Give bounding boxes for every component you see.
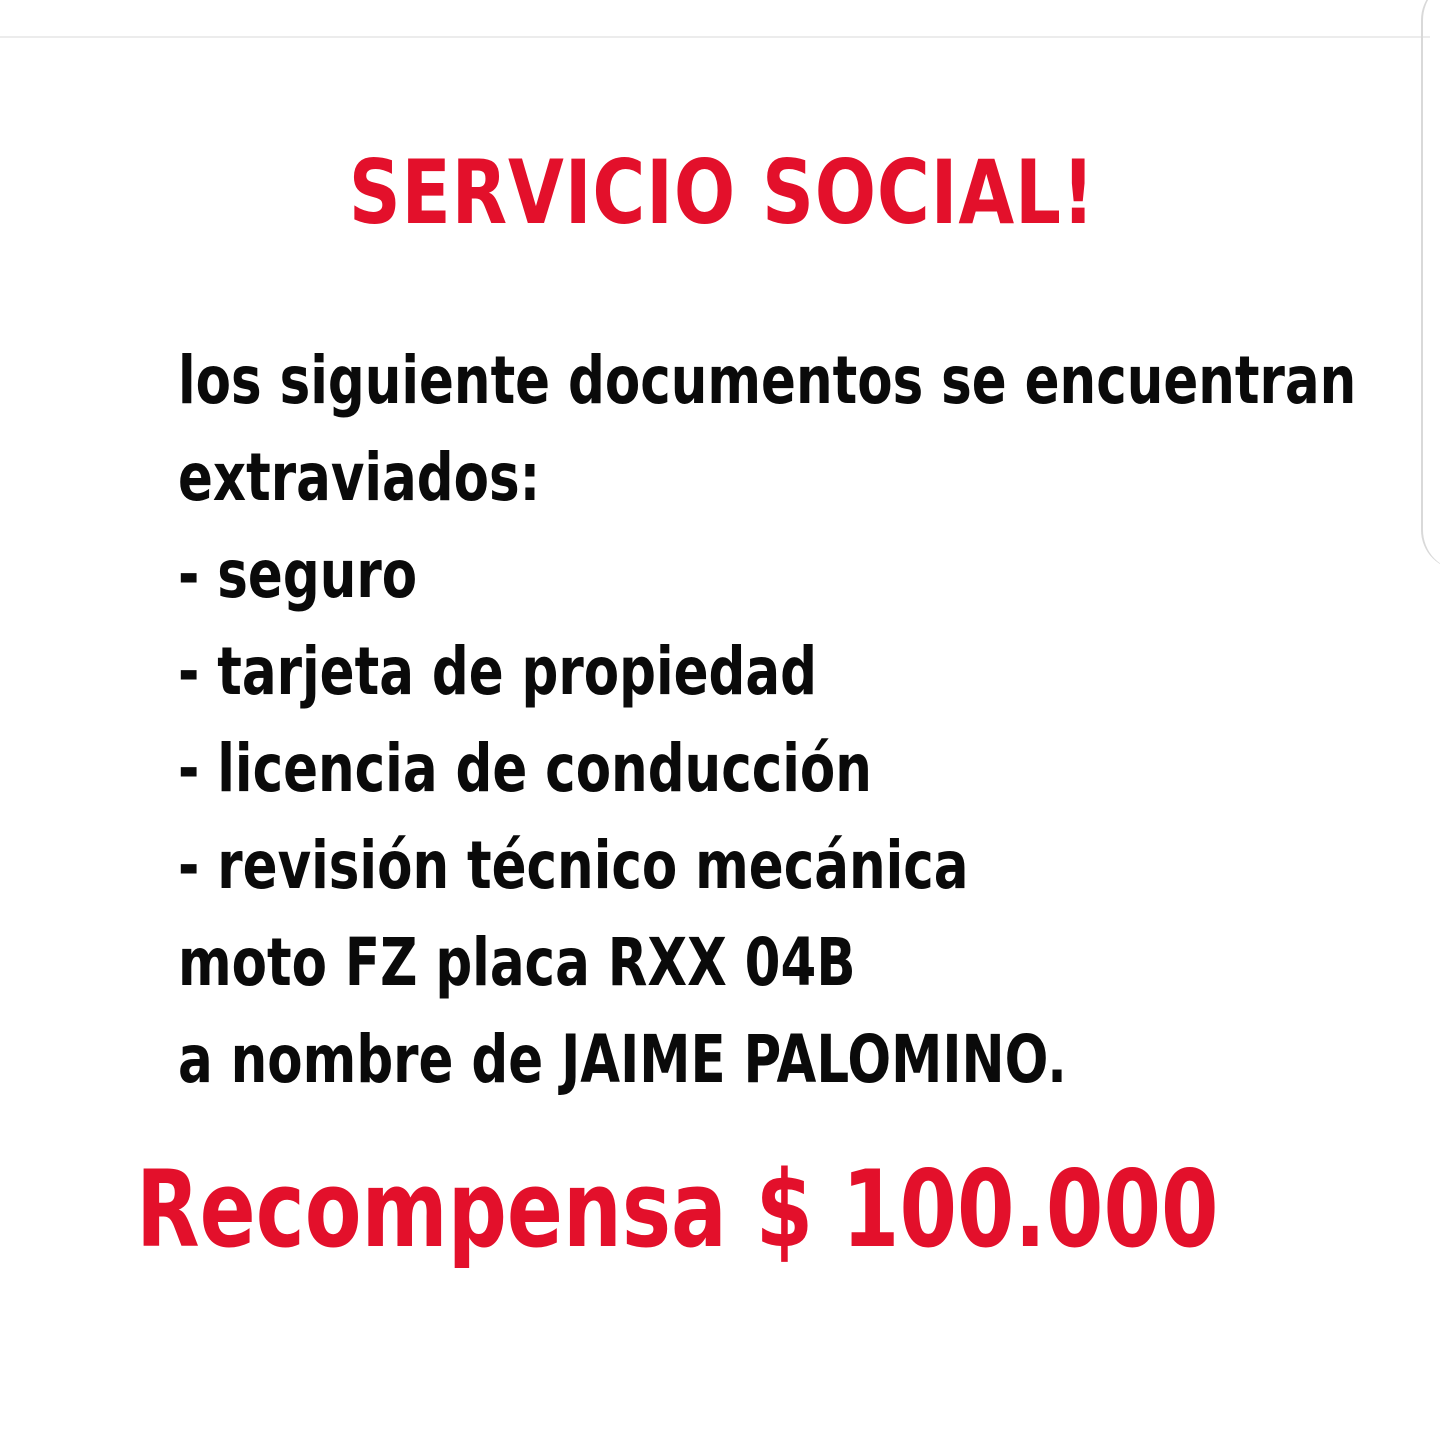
document-item-licencia: - licencia de conducción — [178, 730, 872, 807]
body-line-intro: los siguiente documentos se encuentran — [178, 342, 1357, 419]
document-item-revision: - revisión técnico mecánica — [178, 827, 969, 904]
reward-text: Recompensa $ 100.000 — [136, 1148, 1219, 1271]
document-item-seguro: - seguro — [178, 536, 418, 613]
top-divider — [0, 36, 1430, 38]
body-line-status: extraviados: — [178, 439, 541, 516]
owner-info: a nombre de JAIME PALOMINO. — [178, 1021, 1067, 1098]
notice-title: SERVICIO SOCIAL! — [348, 141, 1096, 244]
notice-body — [178, 332, 1356, 1108]
edge-curve-decoration — [1421, 0, 1440, 570]
document-item-tarjeta: - tarjeta de propiedad — [178, 633, 818, 710]
vehicle-info: moto FZ placa RXX 04B — [178, 924, 856, 1001]
